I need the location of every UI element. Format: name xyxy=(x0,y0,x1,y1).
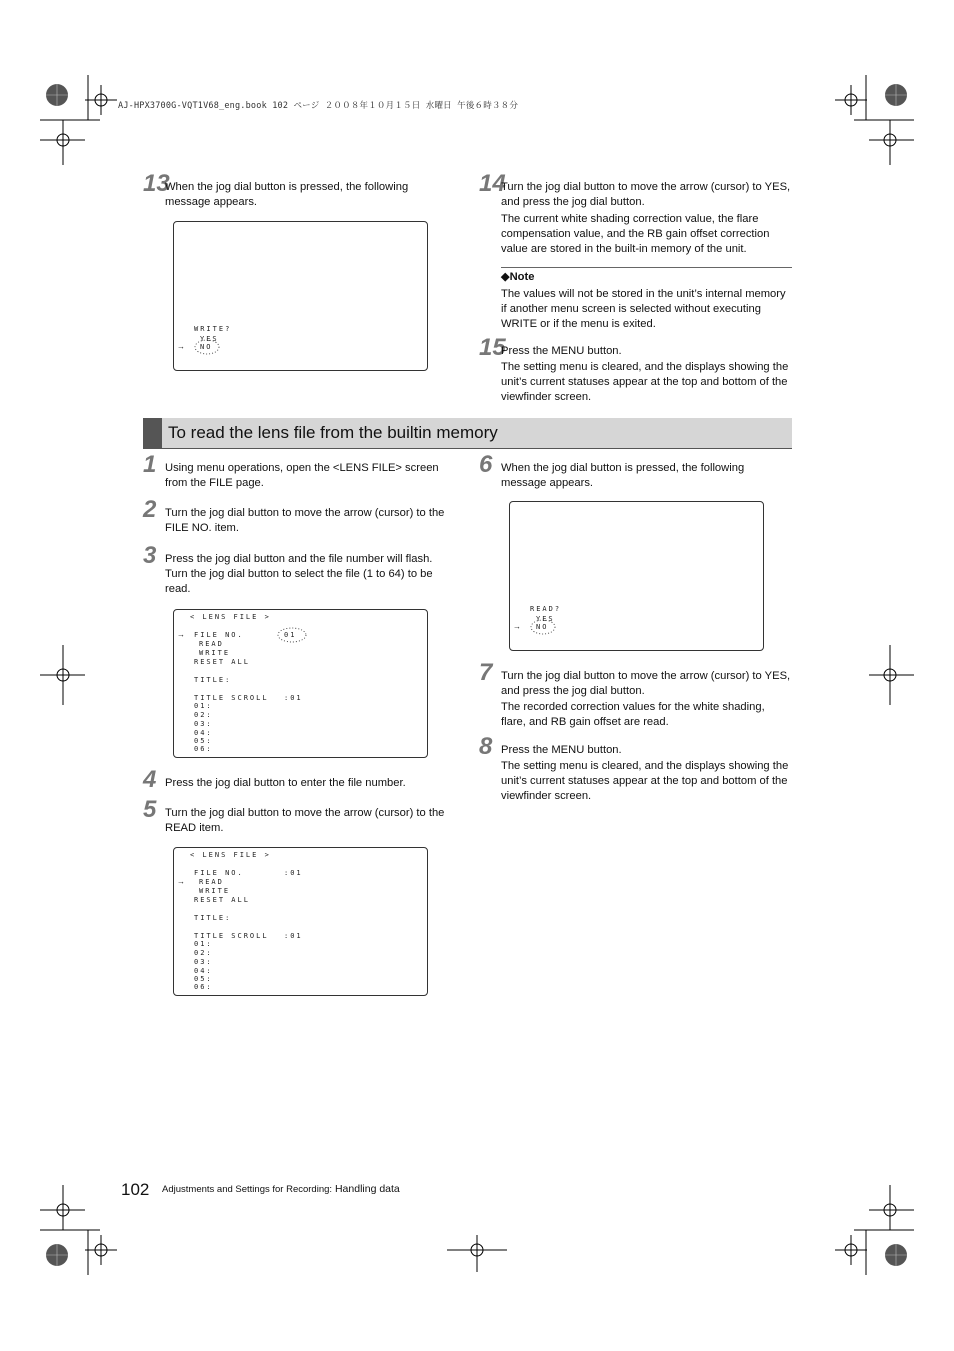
step-5-text: Turn the jog dial button to move the arrow (cursor) to the READ item. xyxy=(165,807,445,834)
title-row: 01: xyxy=(194,702,213,710)
menu-item-title: TITLE: xyxy=(194,676,232,684)
read-yes-option: YES xyxy=(536,615,555,623)
title-row: 05: xyxy=(194,975,213,983)
read-no-option: NO xyxy=(536,623,549,631)
title-row: 04: xyxy=(194,729,213,737)
step-2-text: Turn the jog dial button to move the arrow (cursor) to the FILE NO. item. xyxy=(165,507,445,534)
step-5-number: 5 xyxy=(143,796,157,823)
step-2-number: 2 xyxy=(143,496,157,523)
viewfinder-read-screen xyxy=(509,501,764,651)
file-no-value: :01 xyxy=(284,869,303,877)
menu-item-title-scroll: TITLE SCROLL xyxy=(194,932,269,940)
menu-item-write: WRITE xyxy=(199,887,231,895)
step-8-detail: The setting menu is cleared, and the displays showing the unit’s current statuses appear at the top and bottom of the viewfinder screen. xyxy=(501,760,789,802)
step-15-number: 15 xyxy=(479,334,506,361)
title-scroll-value: :01 xyxy=(284,932,303,940)
step-15-text: Press the MENU button. xyxy=(501,345,622,357)
step-4-text: Press the jog dial button to enter the file number. xyxy=(165,777,406,789)
step-13-text: When the jog dial button is pressed, the following message appears. xyxy=(165,181,409,208)
step-14-detail: The current white shading correction value, the flare compensation value, and the RB gain offset correction value are stored in the built-in memory of the unit. xyxy=(501,213,770,255)
flash-indicator-icon xyxy=(192,336,222,356)
note-title: ◆Note xyxy=(501,271,535,283)
flash-indicator-icon xyxy=(275,625,309,645)
write-yes-option: YES xyxy=(200,335,219,343)
step-3-number: 3 xyxy=(143,542,157,569)
title-row: 02: xyxy=(194,949,213,957)
write-prompt: WRITE? xyxy=(194,325,232,333)
step-6-number: 6 xyxy=(479,451,493,478)
write-no-option: NO xyxy=(200,343,213,351)
step-15-detail: The setting menu is cleared, and the displays showing the unit’s current statuses appear at the top and bottom of the viewfinder screen. xyxy=(501,361,789,403)
step-7-number: 7 xyxy=(479,659,493,686)
footer-chapter xyxy=(162,1183,400,1195)
viewfinder-lens-file-screen-2 xyxy=(173,847,428,996)
cursor-arrow-icon: → xyxy=(513,622,521,631)
menu-item-title: TITLE: xyxy=(194,914,232,922)
lens-file-title: < LENS FILE > xyxy=(190,613,271,621)
menu-item-file-no: FILE NO. xyxy=(194,869,244,877)
menu-item-title-scroll: TITLE SCROLL xyxy=(194,694,269,702)
menu-item-write: WRITE xyxy=(199,649,231,657)
flash-indicator-icon xyxy=(528,616,558,636)
title-row: 01: xyxy=(194,940,213,948)
step-14-text: Turn the jog dial button to move the arrow (cursor) to YES, and press the jog dial button. xyxy=(501,181,791,208)
title-scroll-value: :01 xyxy=(284,694,303,702)
step-4-number: 4 xyxy=(143,766,157,793)
note-text: The values will not be stored in the unit’s internal memory if another menu screen is selected without executing WRITE or if the menu is exited. xyxy=(501,288,786,330)
title-row: 04: xyxy=(194,967,213,975)
file-no-value-flashing: 01 xyxy=(284,631,297,639)
step-6-text: When the jog dial button is pressed, the following message appears. xyxy=(501,462,745,489)
title-row: 03: xyxy=(194,720,213,728)
menu-item-reset-all: RESET ALL xyxy=(194,658,250,666)
cursor-arrow-icon: → xyxy=(177,877,185,886)
step-1-text: Using menu operations, open the <LENS FILE> screen from the FILE page. xyxy=(165,462,439,489)
step-14-number: 14 xyxy=(479,170,506,197)
step-13-number: 13 xyxy=(143,170,170,197)
title-row: 05: xyxy=(194,737,213,745)
cursor-arrow-icon: → xyxy=(177,342,185,351)
menu-item-read: READ xyxy=(199,878,224,886)
note-divider xyxy=(501,267,792,268)
cursor-arrow-icon: → xyxy=(177,630,185,639)
step-1-number: 1 xyxy=(143,451,157,478)
read-prompt: READ? xyxy=(530,605,562,613)
step-8-text: Press the MENU button. xyxy=(501,744,622,756)
menu-item-read: READ xyxy=(199,640,224,648)
title-row: 03: xyxy=(194,958,213,966)
footer-topic: Handling data xyxy=(334,1183,400,1195)
viewfinder-lens-file-screen-1 xyxy=(173,609,428,758)
step-7-text: Turn the jog dial button to move the arrow (cursor) to YES, and press the jog dial button. xyxy=(501,670,791,697)
menu-item-file-no: FILE NO. xyxy=(194,631,244,639)
page-number: 102 xyxy=(121,1180,150,1199)
title-row: 02: xyxy=(194,711,213,719)
footer-chapter-name: Adjustments and Settings for Recording: xyxy=(162,1184,333,1195)
viewfinder-write-screen xyxy=(173,221,428,371)
menu-item-reset-all: RESET ALL xyxy=(194,896,250,904)
title-row: 06: xyxy=(194,983,213,991)
step-8-number: 8 xyxy=(479,733,493,760)
lens-file-title: < LENS FILE > xyxy=(190,851,271,859)
step-7-detail: The recorded correction values for the white shading, flare, and RB gain offset are read. xyxy=(501,701,765,728)
book-header-line: AJ-HPX3700G-VQT1V68_eng.book 102 ページ ２００８年１０月１５日 水曜日 午後６時３８分 xyxy=(118,101,519,111)
step-3-text: Press the jog dial button and the file number will flash. Turn the jog dial button to select the file (1 to 64) to be read. xyxy=(165,553,433,595)
title-row: 06: xyxy=(194,745,213,753)
section-title: To read the lens file from the builtin memory xyxy=(168,423,498,442)
section-header-tab xyxy=(143,418,162,449)
